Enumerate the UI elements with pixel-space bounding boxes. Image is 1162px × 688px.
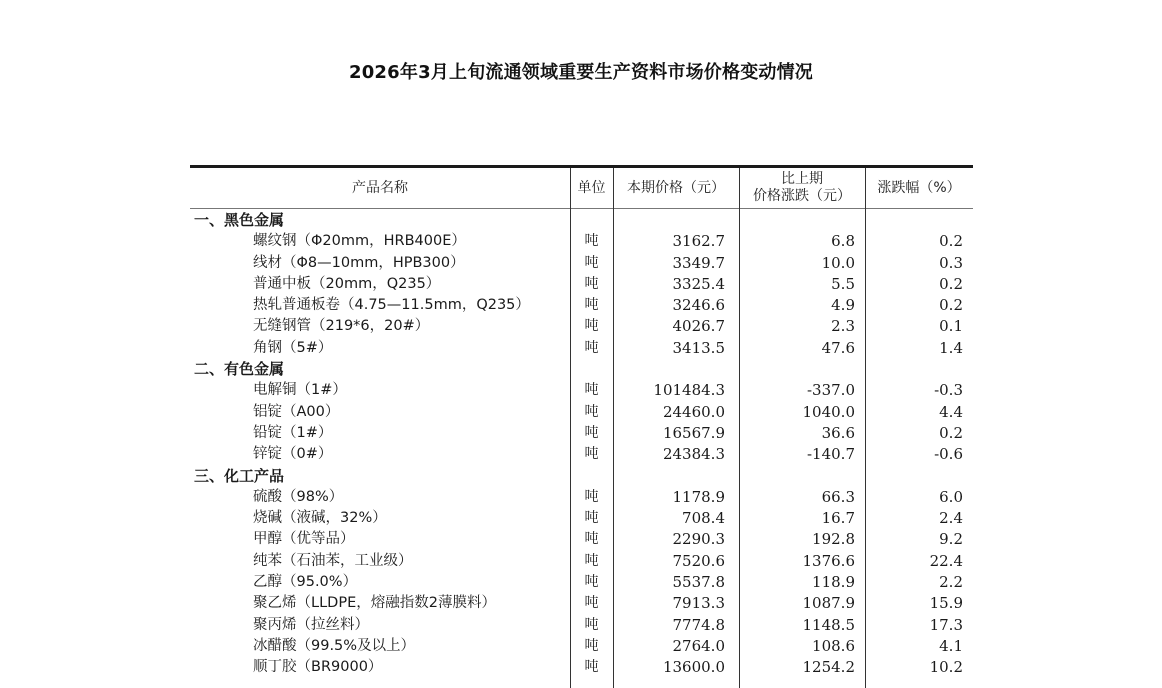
price-cell: 4026.7 [672, 317, 725, 336]
product-name: 硫酸（98%） [253, 488, 344, 505]
change-cell: 118.9 [812, 573, 855, 592]
change-cell: 36.6 [821, 423, 855, 442]
price-cell: 3413.5 [672, 338, 725, 357]
change-cell: 10.0 [821, 253, 855, 272]
change-cell: 5.5 [831, 274, 855, 293]
change-cell: 1148.5 [802, 615, 855, 634]
product-name: 烧碱（液碱，32%） [253, 510, 387, 527]
table-row [190, 338, 973, 359]
section-title: 三、化工产品 [194, 466, 285, 485]
price-cell: 2764.0 [672, 636, 725, 655]
header-price: 本期价格（元） [627, 179, 725, 196]
pct-cell: 6.0 [939, 487, 963, 506]
unit-cell: 吨 [584, 339, 599, 356]
table-row [190, 657, 973, 678]
price-cell: 101484.3 [653, 381, 725, 400]
pct-cell: 2.2 [939, 573, 963, 592]
pct-cell: -0.6 [934, 445, 963, 464]
unit-cell: 吨 [584, 595, 599, 612]
table-row [190, 508, 973, 529]
product-name: 无缝钢管（219*6，20#） [253, 318, 430, 335]
product-name: 冰醋酸（99.5%及以上） [253, 637, 416, 654]
table-row [190, 572, 973, 593]
header-change-line2: 价格涨跌（元） [753, 188, 851, 204]
unit-cell: 吨 [584, 382, 599, 399]
table-row [190, 380, 973, 401]
product-name: 铅锭（1#） [253, 424, 333, 441]
price-cell: 13600.0 [662, 658, 725, 677]
product-name: 甲醇（优等品） [253, 531, 355, 548]
price-cell: 2290.3 [672, 530, 725, 549]
unit-cell: 吨 [584, 637, 599, 654]
pct-cell: 1.4 [939, 338, 963, 357]
change-cell: 4.9 [831, 296, 855, 315]
change-cell: 192.8 [812, 530, 855, 549]
product-name: 电解铜（1#） [253, 382, 347, 399]
change-cell: 16.7 [821, 509, 855, 528]
unit-cell: 吨 [584, 275, 599, 292]
price-cell: 3325.4 [672, 274, 725, 293]
product-name: 螺纹钢（Φ20mm，HRB400E） [253, 233, 466, 250]
change-cell: 6.8 [831, 232, 855, 251]
product-name: 顺丁胶（BR9000） [253, 659, 383, 676]
section-row [190, 210, 973, 231]
change-cell: 1376.6 [802, 551, 855, 570]
unit-cell: 吨 [584, 446, 599, 463]
table-row [190, 295, 973, 316]
pct-cell: 10.2 [929, 658, 963, 677]
table-row [190, 316, 973, 337]
change-cell: 1040.0 [802, 402, 855, 421]
pct-cell: 22.4 [929, 551, 963, 570]
section-title: 一、黑色金属 [194, 211, 285, 229]
product-name: 锌锭（0#） [253, 446, 333, 463]
pct-cell: 0.3 [939, 253, 963, 272]
unit-cell: 吨 [584, 488, 599, 505]
section-title: 二、有色金属 [194, 360, 285, 379]
price-cell: 5537.8 [672, 573, 725, 592]
section-row [190, 359, 973, 380]
change-cell: 1254.2 [802, 658, 855, 677]
product-name: 角钢（5#） [253, 339, 333, 356]
header-pct: 涨跌幅（%） [877, 179, 961, 196]
table-row [190, 402, 973, 423]
product-name: 线材（Φ8—10mm，HPB300） [253, 254, 465, 271]
price-cell: 24460.0 [662, 402, 725, 421]
unit-cell: 吨 [584, 424, 599, 441]
price-cell: 24384.3 [662, 445, 725, 464]
table-row [190, 615, 973, 636]
table-header [190, 168, 973, 208]
price-cell: 7774.8 [672, 615, 725, 634]
table-body [190, 210, 973, 679]
table-row [190, 551, 973, 572]
unit-cell: 吨 [584, 574, 599, 591]
unit-cell: 吨 [584, 318, 599, 335]
change-cell: 1087.9 [802, 594, 855, 613]
product-name: 普通中板（20mm，Q235） [253, 275, 441, 292]
unit-cell: 吨 [584, 510, 599, 527]
pct-cell: 17.3 [929, 615, 963, 634]
price-cell: 7520.6 [672, 551, 725, 570]
product-name: 聚乙烯（LLDPE，熔融指数2薄膜料） [253, 595, 496, 612]
table-row [190, 529, 973, 550]
price-cell: 3246.6 [672, 296, 725, 315]
table-row [190, 253, 973, 274]
unit-cell: 吨 [584, 403, 599, 420]
pct-cell: -0.3 [934, 381, 963, 400]
table-row [190, 636, 973, 657]
pct-cell: 0.2 [939, 274, 963, 293]
change-cell: -337.0 [806, 381, 855, 400]
pct-cell: 2.4 [939, 509, 963, 528]
pct-cell: 0.2 [939, 423, 963, 442]
change-cell: 108.6 [812, 636, 855, 655]
pct-cell: 9.2 [939, 530, 963, 549]
product-name: 纯苯（石油苯，工业级） [253, 552, 413, 569]
pct-cell: 0.1 [939, 317, 963, 336]
page-title: 2026年3月上旬流通领域重要生产资料市场价格变动情况 [348, 62, 814, 83]
change-cell: -140.7 [806, 445, 855, 464]
price-cell: 3349.7 [672, 253, 725, 272]
section-row [190, 466, 973, 487]
header-product-name: 产品名称 [352, 179, 408, 196]
pct-cell: 15.9 [929, 594, 963, 613]
table-row [190, 274, 973, 295]
change-cell: 66.3 [821, 487, 855, 506]
change-cell: 2.3 [831, 317, 855, 336]
unit-cell: 吨 [584, 616, 599, 633]
header-change [739, 168, 865, 208]
unit-cell: 吨 [584, 254, 599, 271]
unit-cell: 吨 [584, 297, 599, 314]
price-cell: 3162.7 [672, 232, 725, 251]
table-row [190, 487, 973, 508]
table-row [190, 231, 973, 252]
price-cell: 708.4 [682, 509, 725, 528]
unit-cell: 吨 [584, 531, 599, 548]
price-cell: 16567.9 [662, 423, 725, 442]
product-name: 乙醇（95.0%） [253, 574, 358, 591]
table-row [190, 423, 973, 444]
pct-cell: 0.2 [939, 296, 963, 315]
price-cell: 7913.3 [672, 594, 725, 613]
table-header-rule [190, 208, 973, 209]
product-name: 热轧普通板卷（4.75—11.5mm，Q235） [253, 297, 530, 314]
price-cell: 1178.9 [672, 487, 725, 506]
pct-cell: 4.4 [939, 402, 963, 421]
unit-cell: 吨 [584, 233, 599, 250]
unit-cell: 吨 [584, 659, 599, 676]
pct-cell: 4.1 [939, 636, 963, 655]
product-name: 聚丙烯（拉丝料） [253, 616, 369, 633]
unit-cell: 吨 [584, 552, 599, 569]
header-change-line1: 比上期 [781, 171, 823, 187]
table-row [190, 444, 973, 465]
product-name: 铝锭（A00） [253, 403, 340, 420]
change-cell: 47.6 [821, 338, 855, 357]
pct-cell: 0.2 [939, 232, 963, 251]
table-row [190, 593, 973, 614]
header-unit: 单位 [577, 179, 606, 196]
